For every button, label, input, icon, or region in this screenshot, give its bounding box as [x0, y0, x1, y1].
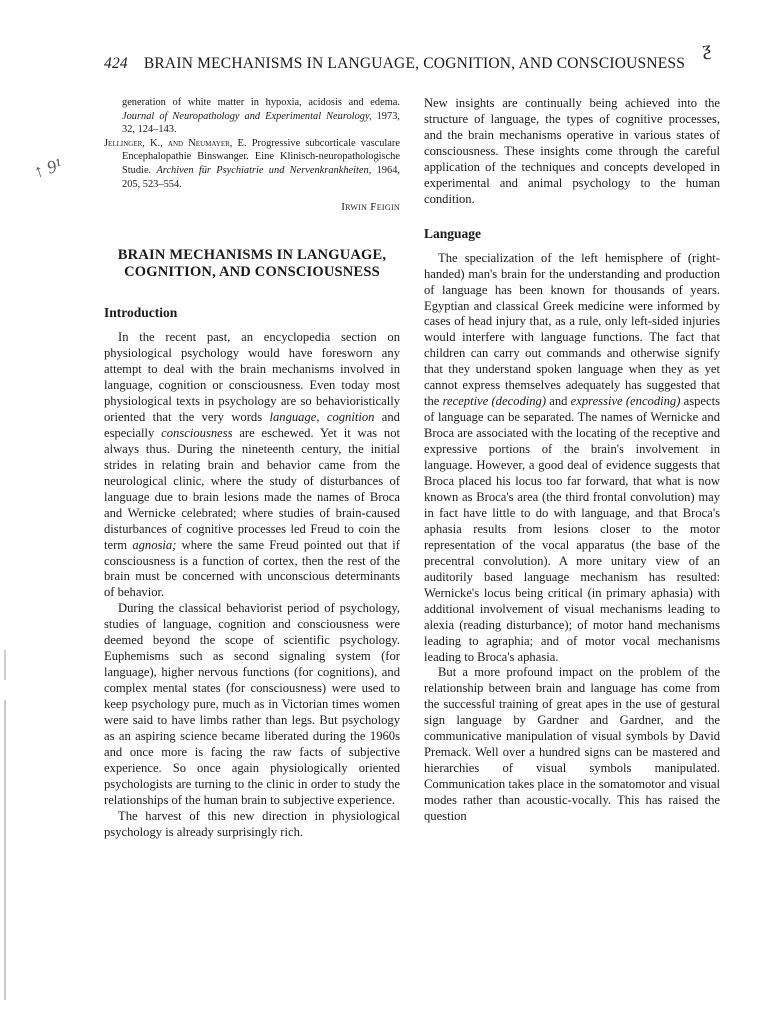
introduction-body — [104, 330, 400, 841]
right-column — [424, 96, 720, 825]
text-run: and especially — [104, 409, 400, 440]
emphasis: agnosia; — [132, 537, 177, 552]
reference-journal: Journal of Neuropathology and Experimental Neurology, — [122, 110, 372, 122]
article-title: BRAIN MECHANISMS IN LANGUAGE, COGNITION, AND CONSCIOUSNESS — [117, 247, 387, 281]
margin-scan-mark — [4, 650, 6, 680]
reference-entry — [104, 96, 400, 137]
paragraph — [424, 251, 720, 666]
continued-introduction — [424, 96, 720, 208]
handwritten-corner-mark: ƺ — [700, 37, 712, 61]
text-run: where the same Freud pointed out that if consciousness is a function of cortex, then the rest of the brain must be concerned with unconscious determinants of behavior. — [104, 537, 400, 600]
text-run: The specialization of the left hemisphere of (right-handed) man's brain for the understanding and production of language has been known for thousands of years. Egyptian and classical Greek medicine were informed by cases of head injury that, as a rule, only left-sided injuries would interfere with language functions. The fact that children can carry out commands and otherwise signify that they understand spoken language when they as yet cannot express themselves adequately has suggested that the — [424, 250, 720, 409]
paragraph: The harvest of this new direction in physiological psychology is already surprisingly rich. — [104, 808, 400, 839]
language-body — [424, 251, 720, 825]
margin-scan-line — [4, 700, 6, 1000]
reference-citation: 1964, 205, 523–554. — [122, 164, 400, 190]
reference-text: generation of white matter in hypoxia, acidosis and edema. — [122, 97, 400, 108]
page-number: 424 — [104, 55, 128, 72]
emphasis: expressive (encoding) — [570, 394, 681, 409]
reference-entry — [104, 137, 400, 191]
emphasis: consciousness — [161, 425, 233, 440]
paragraph — [104, 330, 400, 601]
handwritten-margin-note: ↑ 9¹ — [31, 154, 65, 182]
text-run: In the recent past, an encyclopedia section on physiological psychology would have foresworn any attempt to deal with the brain mechanisms involved in language, cognition or consciousness. Even today most physiological texts in psychology are so behavioristically oriented that the very words — [104, 330, 400, 424]
paragraph: During the classical behaviorist period of psychology, studies of language, cognition and consciousness were deemed beyond the scope of scientific psychology. Euphemisms such as second signaling system (for language), higher nervous functions (for cognitions), and complex mental states (for consciousness) were used to keep psychology pure, much as in Victorian times women were said to have limbs rather than legs. But psychology as an aspiring science became liberated during the 1960s and once more is facing the raw facts of subjective experience. So once again physiologically oriented psychologists are turning to the clinic in order to study the relationships of the human brain to subjective experience. — [104, 601, 400, 807]
running-header — [104, 55, 686, 73]
reference-authors: Jellinger, K., and Neumayer, E. — [104, 137, 247, 149]
text-run: aspects of language can be separated. The names of Wernicke and Broca are associated with the locating of the receptive and expressive portions of the brain's involvement in language. However, a good deal of evidence suggests that Broca placed his locus too far forward, that what is now known as Broca's area (the third frontal convolution) may in fact have little to do with language, and that Broca's aphasia results from lesions closer to the motor representation of the vocal apparatus (the base of the precentral convolution). A more unitary view of an auditorily based language mechanism has resulted: Wernicke's locus being critical (in primary aphasia) with additional involvement of visual mechanisms leading to alexia (reading disturbance); of motor hand mechanisms leading to agraphia; and of motor vocal mechanisms leading to Broca's aphasia. — [424, 394, 721, 664]
reference-journal: Archiven für Psychiatrie und Nervenkrankheiten, — [156, 164, 372, 176]
emphasis: receptive (decoding) — [442, 394, 547, 409]
paragraph: New insights are continually being achieved into the structure of language, the types of cognitive processes, and the brain mechanisms operative in various states of consciousness. These insights come through the careful application of the techniques and concepts developed in experimental and animal psychology to the human condition. — [424, 96, 720, 206]
reference-citation: 1973, 32, 124–143. — [122, 110, 400, 136]
running-title: BRAIN MECHANISMS IN LANGUAGE, COGNITION, AND CONSCIOUSNESS — [143, 55, 686, 72]
text-run: and — [549, 394, 568, 409]
author-signature: Irwin Feigin — [341, 201, 400, 214]
text-run: are eschewed. Yet it was not always thus. During the nineteenth century, the initial strides in relating brain and behavior came from the neurological clinic, where the study of disturbances of language due to brain lesions made the names of Broca and Wernicke celebrated; where studies of brain-caused disturbances of cognitive processes led Freud to coin the term — [104, 425, 400, 552]
section-heading-language: Language — [424, 225, 482, 241]
reference-title: Progressive subcorticale vasculare Encephalopathie Binswanger. Eine Klinisch-neuropathologische Studie. — [122, 137, 400, 176]
emphasis: language, cognition — [269, 409, 375, 424]
paragraph: But a more profound impact on the problem of the relationship between brain and language has come from the successful training of great apes in the use of gestural sign language by Gardner and Gardner, and the communicative manipulation of visual symbols by David Premack. Well over a hundred signs can be mastered and hierarchies of visual symbols manipulated. Communication takes place in the somatomotor and visual modes rather than acoustic-vocally. This has raised the question — [424, 665, 720, 824]
section-heading-introduction: Introduction — [104, 305, 178, 321]
left-column — [104, 96, 400, 841]
